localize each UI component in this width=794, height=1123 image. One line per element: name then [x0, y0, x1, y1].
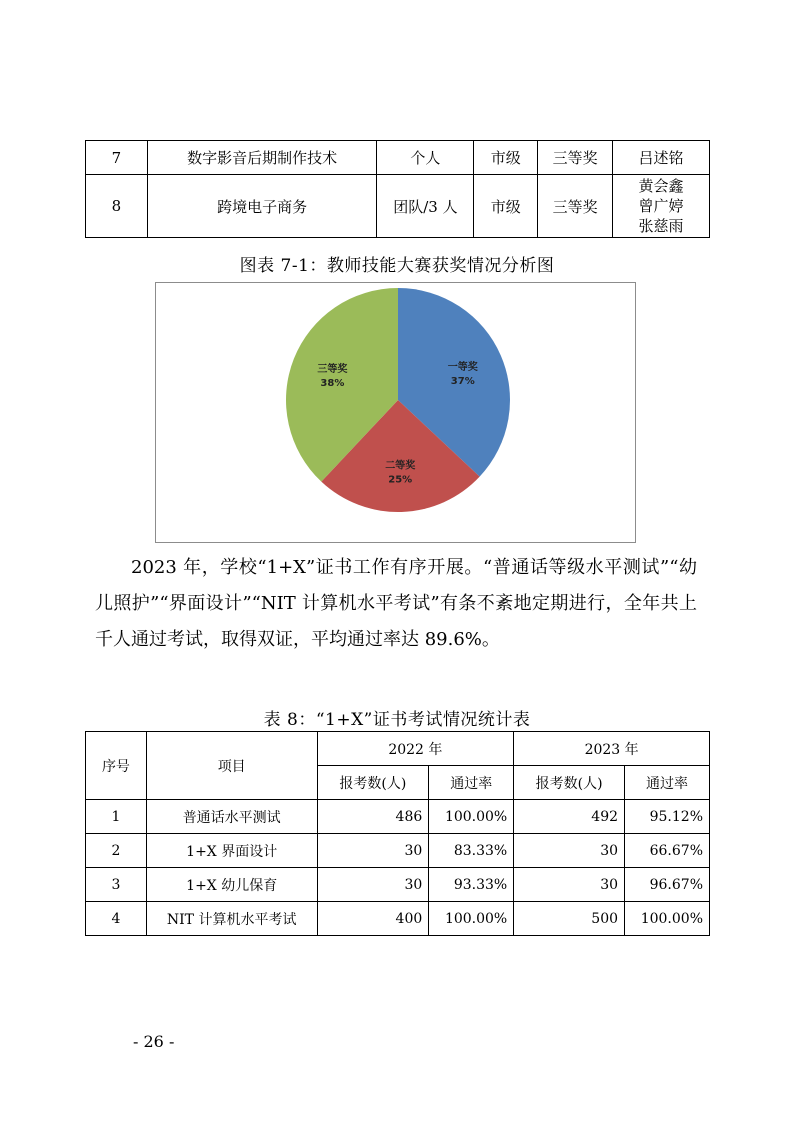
teacher-name: 吕述铭 [613, 141, 710, 175]
teacher-name: 张慈雨 [638, 217, 684, 235]
contest-name: 跨境电子商务 [147, 175, 377, 238]
award-grade: 三等奖 [538, 141, 613, 175]
table-row [86, 141, 710, 175]
rate-2022: 93.33% [429, 868, 514, 902]
entry-type: 团队/3 人 [377, 175, 474, 238]
rate-2023: 100.00% [625, 902, 710, 936]
rate-2023: 95.12% [625, 800, 710, 834]
count-2023: 30 [514, 868, 625, 902]
award-grade: 三等奖 [538, 175, 613, 238]
row-number: 7 [86, 141, 148, 175]
table-caption: 表 8：“1+X”证书考试情况统计表 [263, 710, 531, 730]
table-row [86, 800, 710, 834]
header-row [86, 732, 710, 766]
count-2023: 492 [514, 800, 625, 834]
slice-value-label: 25% [388, 474, 413, 486]
entry-type: 个人 [377, 141, 474, 175]
rate-2022: 100.00% [429, 902, 514, 936]
header-rate: 通过率 [429, 766, 514, 800]
row-number: 1 [86, 800, 147, 834]
exam-item: 1+X 幼儿保育 [146, 868, 317, 902]
row-number: 8 [86, 175, 148, 238]
count-2022: 30 [317, 868, 429, 902]
rate-2023: 66.67% [625, 834, 710, 868]
count-2022: 30 [317, 834, 429, 868]
slice-category-label: 二等奖 [385, 460, 416, 472]
exam-item: 1+X 界面设计 [146, 834, 317, 868]
table-row [86, 902, 710, 936]
header-rate: 通过率 [625, 766, 710, 800]
slice-value-label: 37% [450, 375, 475, 387]
teacher-name: 曾广婷 [638, 197, 684, 215]
row-number: 3 [86, 868, 147, 902]
count-2023: 30 [514, 834, 625, 868]
count-2022: 400 [317, 902, 429, 936]
pie-chart [156, 283, 635, 542]
slice-category-label: 三等奖 [317, 364, 348, 376]
slice-category-label: 一等奖 [447, 361, 478, 373]
rate-2022: 83.33% [429, 834, 514, 868]
header-no: 序号 [86, 732, 147, 800]
contest-name: 数字影音后期制作技术 [147, 141, 377, 175]
header-count: 报考数(人) [514, 766, 625, 800]
count-2023: 500 [514, 902, 625, 936]
page-number: - 26 - [133, 1032, 175, 1051]
table-row [86, 834, 710, 868]
teacher-names [613, 175, 710, 238]
rate-2022: 100.00% [429, 800, 514, 834]
award-level: 市级 [474, 141, 538, 175]
slice-value-label: 38% [320, 378, 345, 390]
row-number: 2 [86, 834, 147, 868]
header-item: 项目 [146, 732, 317, 800]
row-number: 4 [86, 902, 147, 936]
rate-2023: 96.67% [625, 868, 710, 902]
header-year-2023: 2023 年 [514, 732, 710, 766]
award-table [85, 140, 710, 238]
figure-caption: 图表 7-1：教师技能大赛获奖情况分析图 [239, 256, 555, 276]
table-row [86, 868, 710, 902]
count-2022: 486 [317, 800, 429, 834]
body-paragraph: 2023 年，学校“1+X”证书工作有序开展。“普通话等级水平测试”“幼儿照护”“界面设计”“NIT 计算机水平考试”有条不紊地定期进行，全年共上千人通过考试，取得双证，平均通过率达 89.6%。 [95, 557, 697, 650]
award-level: 市级 [474, 175, 538, 238]
exam-item: 普通话水平测试 [146, 800, 317, 834]
pie-chart-frame [155, 282, 636, 543]
table-row [86, 175, 710, 238]
header-count: 报考数(人) [317, 766, 429, 800]
teacher-name: 黄会鑫 [638, 177, 684, 195]
header-year-2022: 2022 年 [317, 732, 514, 766]
exam-item: NIT 计算机水平考试 [146, 902, 317, 936]
cert-exam-table [85, 731, 710, 936]
